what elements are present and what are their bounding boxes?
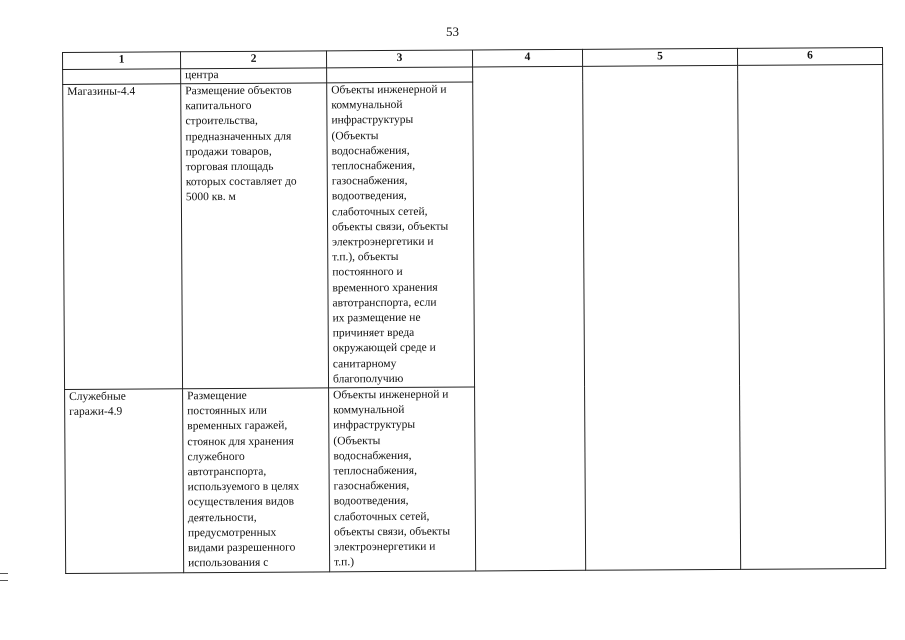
header-col-3: 3 [326, 50, 472, 68]
cell-permitted-use-description [181, 83, 329, 389]
cell-auxiliary-uses [327, 82, 475, 388]
cell-permitted-use-name [63, 84, 183, 390]
header-col-2: 2 [181, 51, 327, 69]
cell-col6-merged [738, 64, 886, 568]
cell-cont-col1 [63, 69, 181, 85]
cell-col4-merged [473, 66, 586, 570]
cell-text: центра [185, 69, 219, 82]
cell-permitted-use-description [183, 388, 330, 572]
cell-text: Объекты инженерной и коммунальной инфраструктуры (Объекты водоснабжения, теплоснабжения, газоснабжения, водоотведения, слаботочных сетей, объекты связи, объекты электроэнергетики и т.п.) [333, 388, 451, 569]
scan-edge-mark [0, 573, 8, 574]
cell-text: Служебные гаражи-4.9 [69, 390, 126, 419]
cell-cont-col3 [327, 67, 473, 83]
cell-auxiliary-uses [329, 387, 476, 571]
cell-text: Магазины-4.4 [67, 85, 136, 98]
cell-text: Размещение постоянных или временных гаражей, стоянок для хранения служебного автотранспорта, используемого в целях осуществления видов деятельности, предусмотренных видами разрешенного использования с [187, 389, 300, 570]
land-use-table [62, 47, 886, 574]
cell-col5-merged [583, 65, 741, 569]
header-col-4: 4 [472, 49, 582, 67]
header-col-6: 6 [737, 47, 882, 65]
page-number: 53 [446, 24, 459, 39]
cell-cont-col2 [181, 68, 327, 84]
cell-text: Размещение объектов капитального строительства, предназначенных для продажи товаров, торговая площадь которых составляет до 5000 кв. м [185, 84, 297, 204]
cell-text: Объекты инженерной и коммунальной инфраструктуры (Объекты водоснабжения, теплоснабжения, газоснабжения, водоотведения, слаботочных сетей, объекты связи, объекты электроэнергетики и т.п.), объекты постоянного и временного хранения автотранспорта, если их размещение не причиняет вреда окружающей среде и санитарному благополучию [331, 83, 449, 386]
scan-edge-mark [0, 580, 8, 581]
header-col-5: 5 [582, 48, 737, 66]
header-col-1: 1 [63, 52, 181, 70]
cell-permitted-use-name [65, 389, 184, 573]
